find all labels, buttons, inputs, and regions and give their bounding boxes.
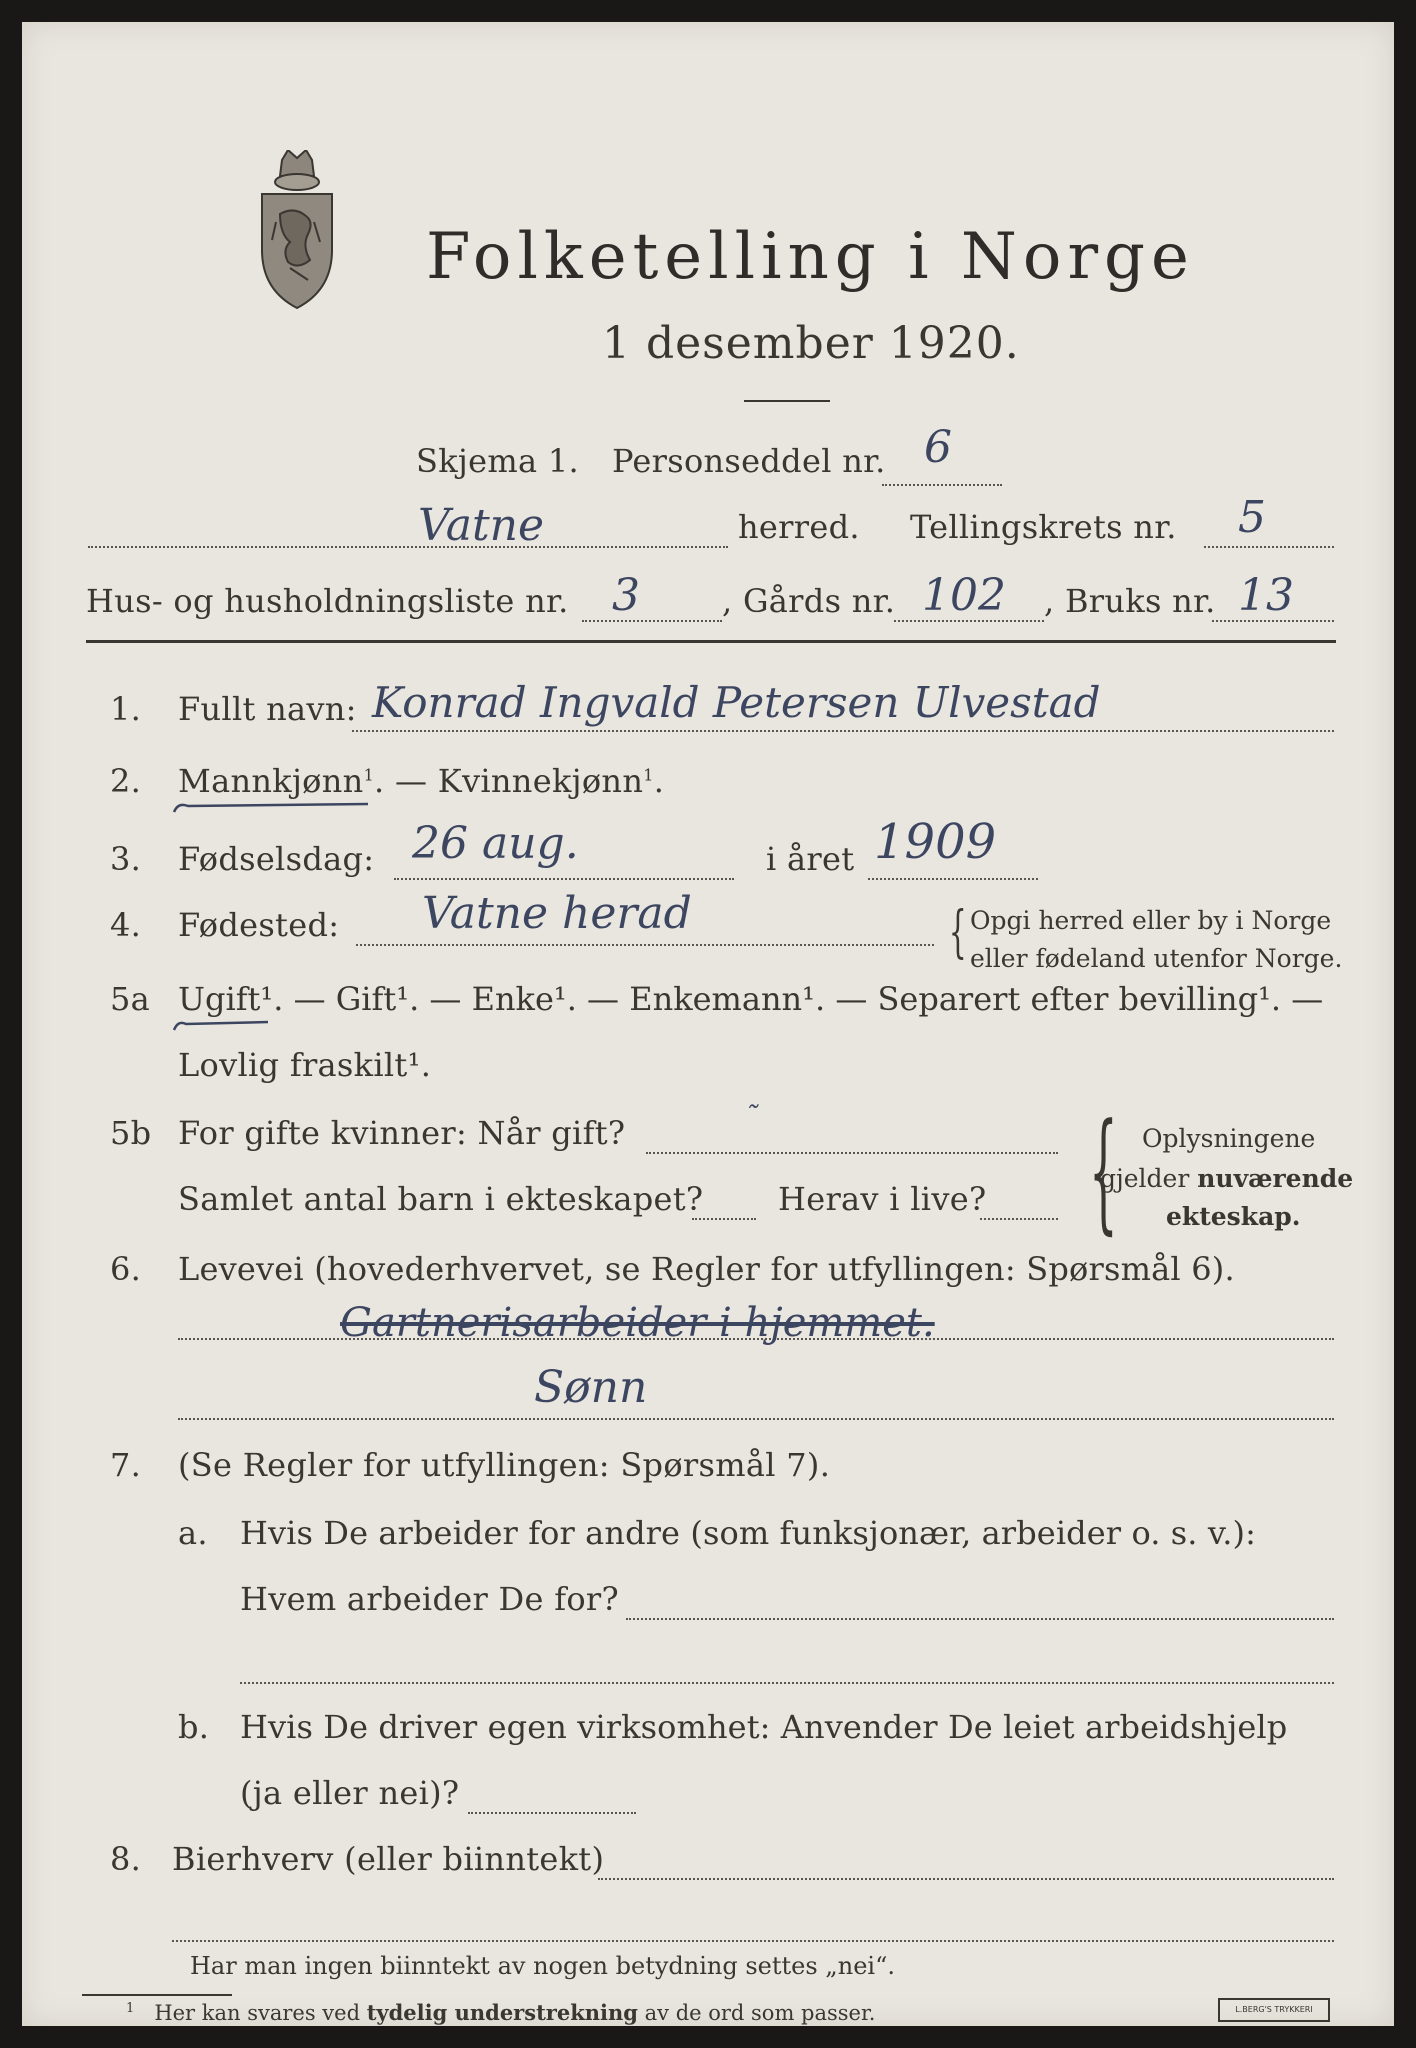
q6-struck-value: Gartnerisarbeider i hjemmet.: [340, 1300, 935, 1346]
bruks-label: , Bruks nr.: [1044, 582, 1216, 620]
hus-label: Hus- og husholdningsliste nr.: [86, 582, 569, 620]
q5b-alive-line: [980, 1218, 1058, 1220]
tellingskrets-line: [1204, 546, 1334, 548]
q1-number: 1.: [110, 690, 142, 728]
gards-label: , Gårds nr.: [722, 582, 896, 620]
q2-male: Mannkjønn: [178, 762, 364, 800]
q4-note-line2: eller fødeland utenfor Norge.: [970, 944, 1343, 973]
personseddel-line: [882, 484, 1002, 486]
q5b-children-line: [692, 1218, 756, 1220]
q8-number: 8.: [110, 1840, 142, 1878]
q1-line: [352, 730, 1334, 732]
hus-value: 3: [612, 570, 640, 621]
form-title: Folketelling i Norge: [426, 220, 1195, 294]
q2-male-sup: 1: [363, 765, 375, 785]
q7b-line1: Hvis De driver egen virksomhet: Anvender De leiet arbeidshjelp: [240, 1708, 1288, 1746]
q5b-note-line1: Oplysningene: [1142, 1124, 1316, 1153]
census-form-page: [22, 22, 1394, 2026]
bruks-value: 13: [1238, 570, 1294, 621]
printer-stamp: [1218, 1998, 1330, 2022]
q4-number: 4.: [110, 906, 142, 944]
q5b-note-line3: ekteskap.: [1166, 1202, 1301, 1231]
q7a-line-answer2: [240, 1682, 1334, 1684]
herred-line: [88, 546, 728, 548]
hus-line: [582, 620, 722, 622]
q7a-line2: Hvem arbeider De for?: [240, 1580, 619, 1618]
q4-value: Vatne herad: [422, 888, 692, 939]
q6-number: 6.: [110, 1250, 142, 1288]
q2-options: [178, 762, 664, 800]
q7-label: (Se Regler for utfyllingen: Spørsmål 7).: [178, 1446, 831, 1484]
q3-label: Fødselsdag:: [178, 840, 375, 878]
q5b-number: 5b: [110, 1114, 152, 1152]
herred-value: Vatne: [418, 500, 545, 551]
q2-sep: . —: [374, 762, 438, 800]
q3-value: 26 aug.: [412, 818, 579, 869]
q5b-when-label: For gifte kvinner: Når gift?: [178, 1114, 626, 1152]
q2-male-underline: [172, 798, 372, 818]
q6-value: Sønn: [534, 1362, 648, 1413]
q4-line: [356, 944, 934, 946]
q8-line1: [598, 1878, 1334, 1880]
q5a-number: 5a: [110, 980, 151, 1018]
title-divider: [744, 400, 830, 402]
footnote-mark: 1: [126, 2001, 135, 2016]
q4-note-brace: {: [948, 900, 967, 965]
footnote-text-c: av de ord som passer.: [637, 2001, 876, 2025]
q5b-note-line2-plain: gjelder: [1100, 1164, 1198, 1193]
skjema-label: Skjema 1.: [416, 442, 579, 480]
q6-line2: [178, 1418, 1334, 1420]
q2-female: Kvinnekjønn: [437, 762, 644, 800]
q5b-when-value: ˜: [744, 1100, 758, 1133]
footnote: [126, 2000, 875, 2025]
q7a-number: a.: [178, 1514, 208, 1552]
q5a-line2: Lovlig fraskilt¹.: [178, 1046, 432, 1084]
q2-female-sup: 1: [643, 765, 654, 785]
q3-line: [394, 878, 734, 880]
q8-note: Har man ingen biinntekt av nogen betydning settes „nei“.: [190, 1952, 895, 1980]
q7b-line2: (ja eller nei)?: [240, 1774, 460, 1812]
q5b-note-line2: [1100, 1164, 1353, 1193]
q7b-line-answer: [468, 1812, 636, 1814]
printer-stamp-text: L.BERG'S TRYKKERI: [1235, 2005, 1313, 2014]
q5b-children-label: Samlet antal barn i ekteskapet?: [178, 1180, 704, 1218]
q7-number: 7.: [110, 1446, 142, 1484]
q5b-alive-label: Herav i live?: [778, 1180, 987, 1218]
q4-label: Fødested:: [178, 906, 340, 944]
q1-label: Fullt navn:: [178, 690, 357, 728]
q3-number: 3.: [110, 840, 142, 878]
q6-label: Levevei (hovederhvervet, se Regler for utfyllingen: Spørsmål 6).: [178, 1250, 1235, 1288]
q7a-line1: Hvis De arbeider for andre (som funksjonær, arbeider o. s. v.):: [240, 1514, 1256, 1552]
q3-year-line: [868, 878, 1038, 880]
census-date: 1 desember 1920.: [602, 318, 1020, 369]
q1-value: Konrad Ingvald Petersen Ulvestad: [372, 678, 1101, 727]
q2-number: 2.: [110, 762, 142, 800]
q5b-note-line2-bold: nuværende: [1197, 1164, 1354, 1193]
q5b-note-brace: {: [1088, 1095, 1118, 1247]
q3-year-value: 1909: [874, 814, 997, 870]
tellingskrets-value: 5: [1238, 492, 1266, 543]
q2-end: .: [653, 762, 665, 800]
personseddel-value: 6: [924, 422, 952, 473]
footnote-text-bold: tydelig understrekning: [366, 2000, 638, 2025]
header-rule: [86, 640, 1336, 643]
q8-label: Bierhverv (eller biinntekt): [172, 1840, 605, 1878]
gards-value: 102: [922, 570, 1006, 621]
q3-year-label: i året: [766, 840, 855, 878]
coat-of-arms-icon: [254, 150, 340, 310]
q7b-number: b.: [178, 1708, 210, 1746]
q4-note-line1: Opgi herred eller by i Norge: [970, 906, 1332, 935]
personseddel-label: Personseddel nr.: [612, 442, 886, 480]
footnote-rule: [82, 1994, 232, 1996]
herred-label: herred.: [738, 508, 860, 546]
q5a-ugift-underline: [172, 1016, 272, 1036]
q8-line2: [172, 1940, 1334, 1942]
q5b-when-line: [646, 1152, 1058, 1154]
q7a-line-answer1: [626, 1618, 1334, 1620]
q5a-line1: Ugift¹. — Gift¹. — Enke¹. — Enkemann¹. — Separert efter bevilling¹. —: [178, 980, 1324, 1018]
footnote-text-a: Her kan svares ved: [154, 2001, 367, 2025]
tellingskrets-label: Tellingskrets nr.: [910, 508, 1177, 546]
